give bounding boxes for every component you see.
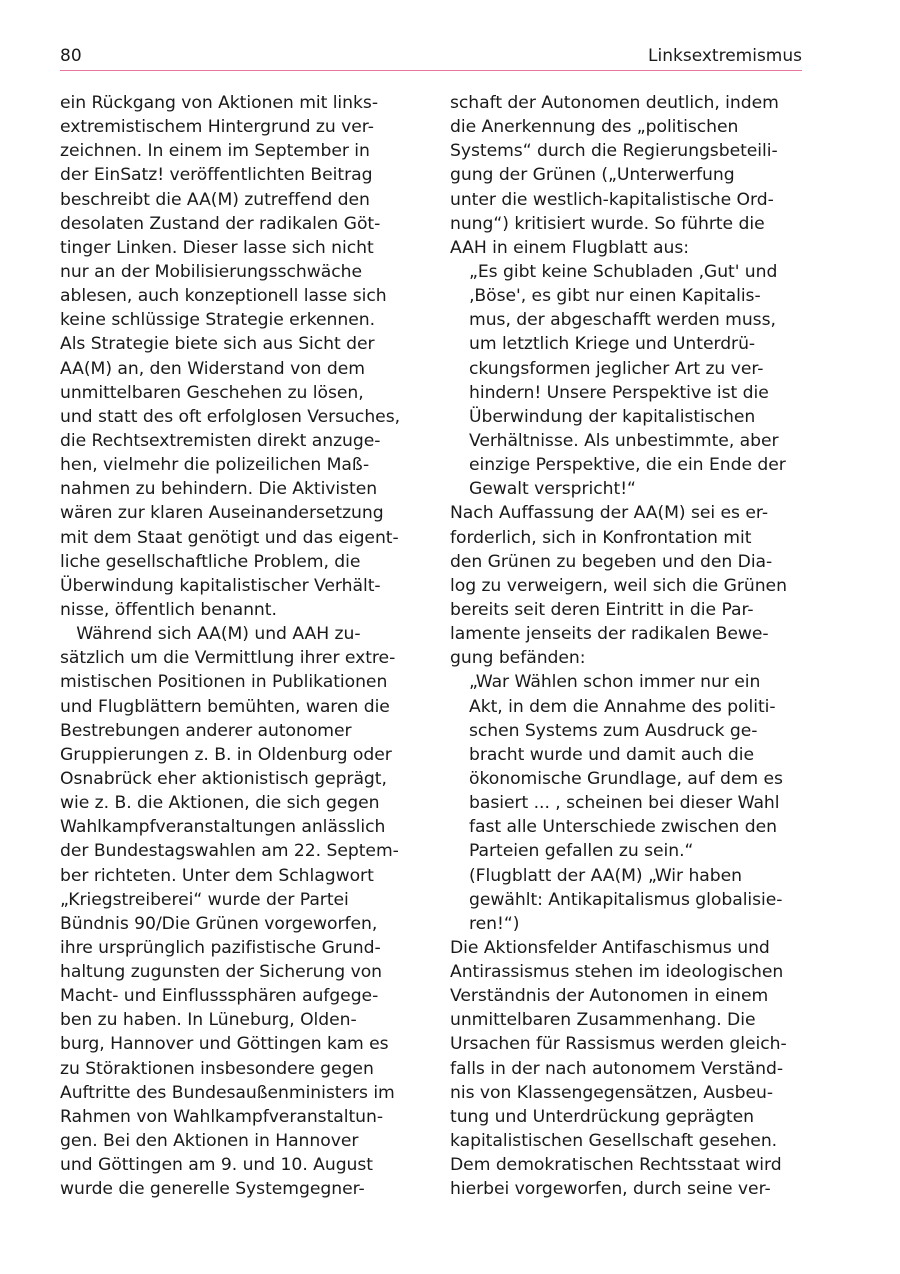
quote-2: [450, 670, 806, 936]
text-line: extremistischem Hintergrund zu ver-: [60, 117, 374, 138]
text-line: unter die westlich-kapitalistische Ord-: [450, 189, 774, 210]
text-line: schaft der Autonomen deutlich, indem: [450, 93, 779, 113]
text-line: nur an der Mobilisierungsschwäche: [60, 261, 362, 282]
text-line: mus, der abgeschafft werden muss,: [469, 310, 776, 331]
text-line: Verhältnisse. Als unbestimmte, aber: [469, 430, 779, 451]
text-line: hen, vielmehr die polizeilichen Maß-: [60, 455, 370, 476]
text-line: „Es gibt keine Schubladen ‚Gut' und: [469, 261, 778, 282]
text-line: einzige Perspektive, die ein Ende der: [469, 455, 786, 476]
text-line: tung und Unterdrückung geprägten: [450, 1106, 755, 1127]
text-line: Nach Auffassung der AA(M) sei es er-: [450, 503, 768, 524]
text-line: Ursachen für Rassismus werden gleich-: [450, 1034, 787, 1055]
text-line: Verständnis der Autonomen in einem: [450, 986, 769, 1007]
text-line: wären zur klaren Auseinandersetzung: [60, 503, 384, 524]
text-line: Macht- und Einflusssphären aufgege-: [60, 986, 379, 1007]
text-line: Gewalt verspricht!“: [469, 479, 636, 500]
text-line: nis von Klassengegensätzen, Ausbeu-: [450, 1082, 774, 1103]
page-number: 80: [60, 46, 82, 66]
right-column: [450, 91, 806, 1201]
text-line: haltung zugunsten der Sicherung von: [60, 962, 383, 983]
text-line: beschreibt die AA(M) zutreffend den: [60, 189, 370, 210]
text-line: um letztlich Kriege und Unterdrü-: [469, 334, 756, 355]
text-line: Osnabrück eher aktionistisch geprägt,: [60, 768, 387, 789]
text-line: nisse, öffentlich benannt.: [60, 599, 277, 620]
text-line: ein Rückgang von Aktionen mit links-: [60, 93, 378, 113]
right-paragraph-1: [450, 91, 806, 260]
text-line: zeichnen. In einem im September in: [60, 141, 370, 162]
text-line: kapitalistischen Gesellschaft gesehen.: [450, 1131, 778, 1152]
text-line: ‚Böse', es gibt nur einen Kapitalis-: [469, 286, 761, 307]
text-line: Parteien gefallen zu sein.“: [469, 841, 694, 862]
text-line: wurde die generelle Systemgegner-: [60, 1179, 365, 1200]
text-line: Akt, in dem die Annahme des politi-: [469, 696, 776, 717]
text-line: hindern! Unsere Perspektive ist die: [469, 382, 769, 403]
text-line: unmittelbaren Zusammenhang. Die: [450, 1010, 756, 1031]
text-line: Antirassismus stehen im ideologischen: [450, 962, 784, 983]
text-line: Überwindung der kapitalistischen: [469, 406, 756, 427]
right-paragraph-2: [450, 501, 806, 670]
text-line: ben zu haben. In Lüneburg, Olden-: [60, 1010, 357, 1031]
text-line: nung“) kritisiert wurde. So führte die: [450, 213, 765, 234]
text-line: Als Strategie biete sich aus Sicht der: [60, 334, 375, 355]
page-header: [60, 44, 802, 71]
text-line: ckungsformen jeglicher Art zu ver-: [469, 358, 764, 379]
text-line: gen. Bei den Aktionen in Hannover: [60, 1131, 359, 1152]
text-line: „Kriegstreiberei“ wurde der Partei: [60, 889, 349, 910]
running-title: Linksextremismus: [648, 46, 802, 66]
text-line: sätzlich um die Vermittlung ihrer extre-: [60, 648, 396, 669]
text-line: keine schlüssige Strategie erkennen.: [60, 310, 375, 331]
quote-1: [450, 260, 806, 501]
left-paragraph-1: [60, 91, 416, 622]
text-line: Auftritte des Bundesaußenministers im: [60, 1082, 395, 1103]
text-line: der EinSatz! veröffentlichten Beitrag: [60, 165, 373, 186]
text-line: die Rechtsextremisten direkt anzuge-: [60, 430, 381, 451]
left-column: [60, 91, 416, 1201]
right-paragraph-3: [450, 936, 806, 1202]
text-line: ablesen, auch konzeptionell lasse sich: [60, 286, 387, 307]
text-line: liche gesellschaftliche Problem, die: [60, 551, 361, 572]
text-line: ren!“): [469, 913, 520, 934]
text-line: Gruppierungen z. B. in Oldenburg oder: [60, 744, 392, 765]
text-line: falls in der nach autonomem Verständ-: [450, 1058, 783, 1079]
text-line: die Anerkennung des „politischen: [450, 117, 739, 138]
text-line: „War Wählen schon immer nur ein: [469, 672, 761, 693]
text-line: Dem demokratischen Rechtsstaat wird: [450, 1155, 782, 1176]
text-line: mit dem Staat genötigt und das eigent-: [60, 527, 399, 548]
text-line: mistischen Positionen in Publikationen: [60, 672, 388, 693]
text-line: und Flugblättern bemühten, waren die: [60, 696, 390, 717]
text-line: den Grünen zu begeben und den Dia-: [450, 551, 773, 572]
text-line: bracht wurde und damit auch die: [469, 744, 754, 765]
text-line: fast alle Unterschiede zwischen den: [469, 817, 778, 838]
text-line: log zu verweigern, weil sich die Grünen: [450, 575, 787, 596]
text-line: basiert ... , scheinen bei dieser Wahl: [469, 793, 780, 814]
text-line: Bündnis 90/Die Grünen vorgeworfen,: [60, 913, 378, 934]
text-line: ihre ursprünglich pazifistische Grund-: [60, 937, 381, 958]
text-line: unmittelbaren Geschehen zu lösen,: [60, 382, 364, 403]
text-line: nahmen zu behindern. Die Aktivisten: [60, 479, 378, 500]
text-line: gung der Grünen („Unterwerfung: [450, 165, 735, 186]
text-line: Bestrebungen anderer autonomer: [60, 720, 352, 741]
text-line: (Flugblatt der AA(M) „Wir haben: [469, 865, 742, 886]
text-line: zu Störaktionen insbesondere gegen: [60, 1058, 374, 1079]
text-line: Während sich AA(M) und AAH zu-: [60, 624, 361, 645]
text-line: desolaten Zustand der radikalen Göt-: [60, 213, 381, 234]
text-line: gung befänden:: [450, 648, 586, 669]
text-line: tinger Linken. Dieser lasse sich nicht: [60, 237, 374, 258]
text-line: und statt des oft erfolglosen Versuches,: [60, 406, 401, 427]
left-paragraph-2: [60, 622, 416, 1201]
text-line: ökonomische Grundlage, auf dem es: [469, 768, 783, 789]
text-line: wie z. B. die Aktionen, die sich gegen: [60, 793, 380, 814]
text-line: gewählt: Antikapitalismus globalisie-: [469, 889, 783, 910]
text-line: bereits seit deren Eintritt in die Par-: [450, 599, 754, 620]
text-line: forderlich, sich in Konfrontation mit: [450, 527, 752, 548]
text-line: der Bundestagswahlen am 22. Septem-: [60, 841, 399, 862]
text-line: burg, Hannover und Göttingen kam es: [60, 1034, 389, 1055]
text-line: Wahlkampfveranstaltungen anlässlich: [60, 817, 386, 838]
text-line: AA(M) an, den Widerstand von dem: [60, 358, 365, 379]
text-line: schen Systems zum Ausdruck ge-: [469, 720, 758, 741]
text-line: Systems“ durch die Regierungsbeteili-: [450, 141, 778, 162]
text-line: und Göttingen am 9. und 10. August: [60, 1155, 373, 1176]
text-line: Überwindung kapitalistischer Verhält-: [60, 575, 381, 596]
text-line: AAH in einem Flugblatt aus:: [450, 237, 689, 258]
text-line: ber richteten. Unter dem Schlagwort: [60, 865, 374, 886]
text-line: hierbei vorgeworfen, durch seine ver-: [450, 1179, 771, 1200]
text-line: lamente jenseits der radikalen Bewe-: [450, 624, 769, 645]
text-line: Rahmen von Wahlkampfveranstaltun-: [60, 1106, 384, 1127]
text-line: Die Aktionsfelder Antifaschismus und: [450, 937, 770, 958]
